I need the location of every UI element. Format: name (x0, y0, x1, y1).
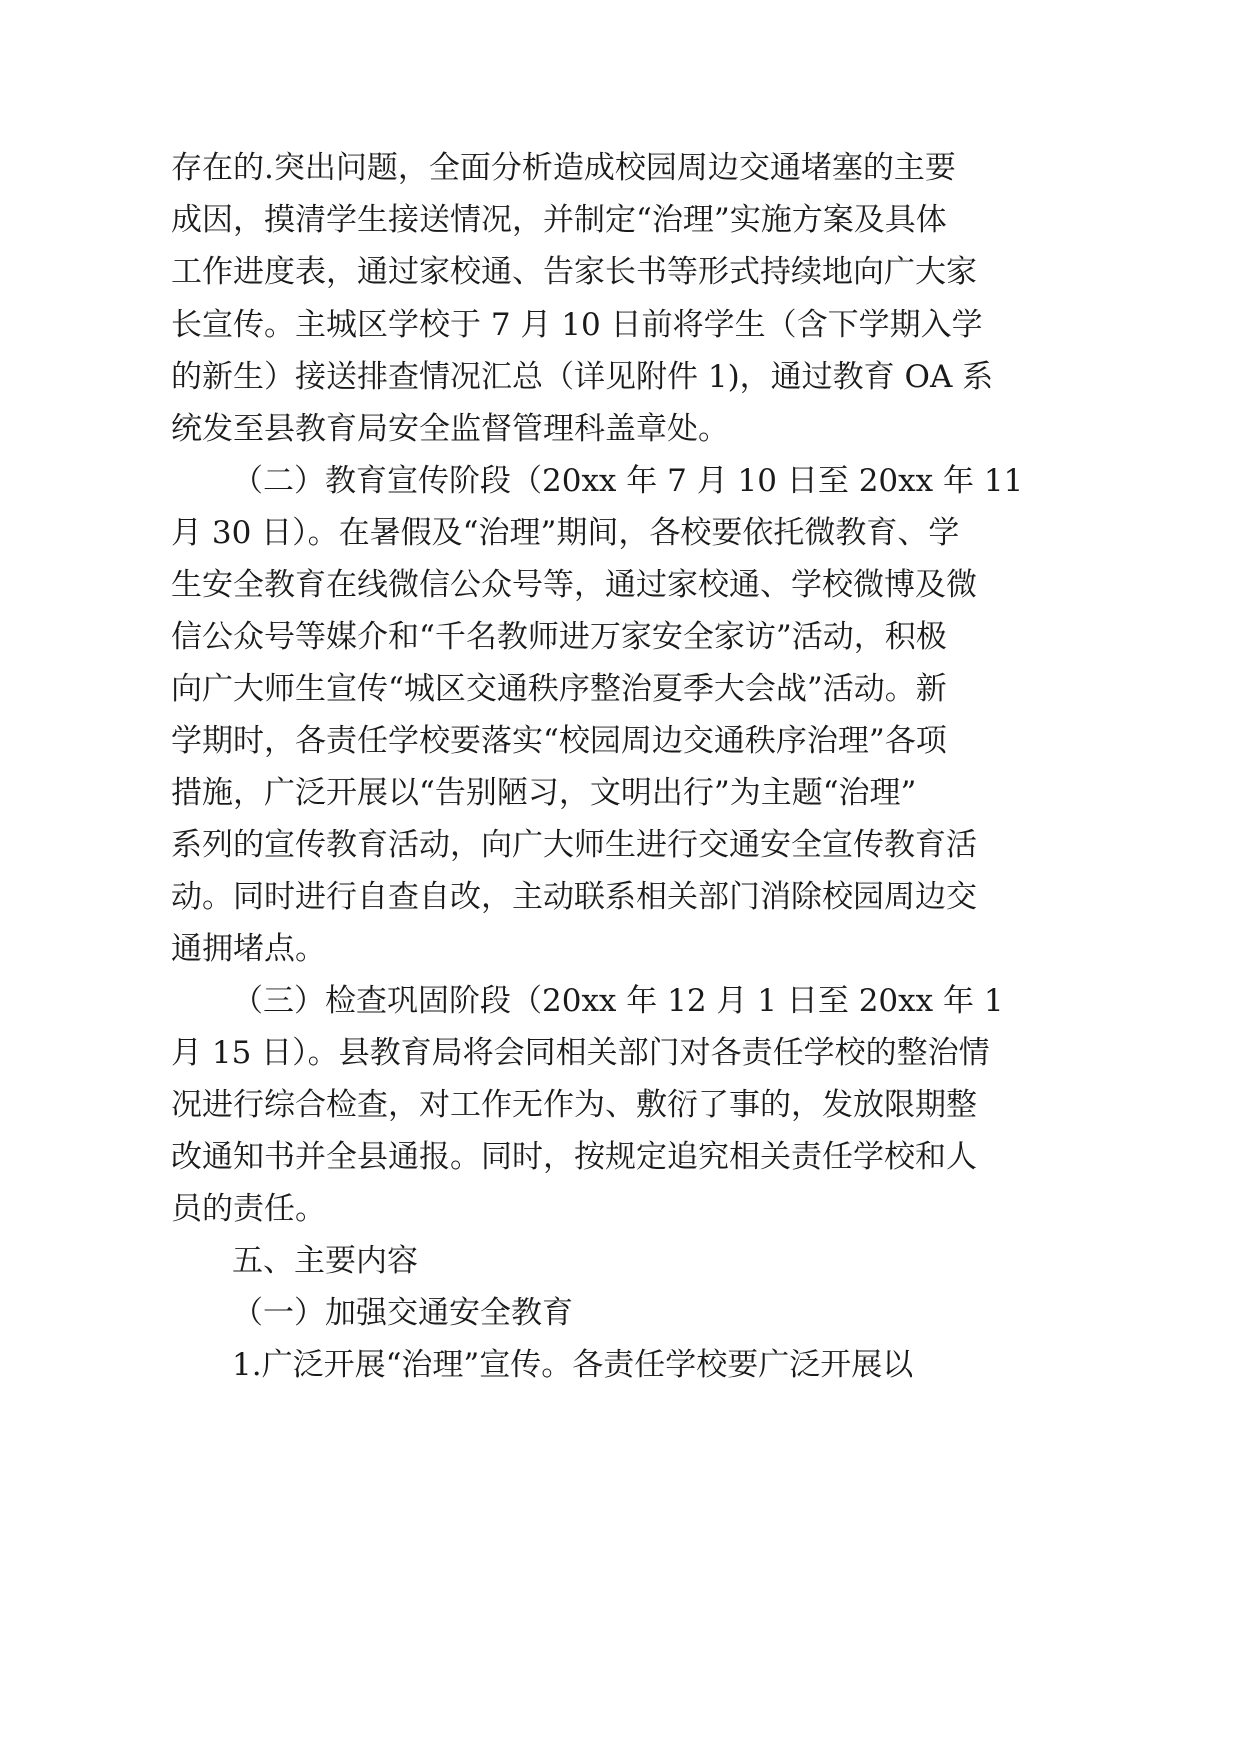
text-line: 存在的.突出问题，全面分析造成校园周边交通堵塞的主要 (171, 150, 956, 186)
text-line: 的新生）接送排查情况汇总（详见附件 1)，通过教育 OA 系 (171, 359, 994, 395)
text-line: 系列的宣传教育活动，向广大师生进行交通安全宣传教育活 (171, 827, 977, 863)
text-line: 措施，广泛开展以“告别陋习，文明出行”为主题“治理” (171, 775, 917, 811)
text-line: （三）检查巩固阶段（20xx 年 12 月 1 日至 20xx 年 1 (232, 983, 1004, 1019)
text-line: 向广大师生宣传“城区交通秩序整治夏季大会战”活动。新 (171, 671, 947, 707)
text-line: 成因，摸清学生接送情况，并制定“治理”实施方案及具体 (171, 202, 947, 238)
text-line: 通拥堵点。 (171, 931, 326, 967)
text-line: 1.广泛开展“治理”宣传。各责任学校要广泛开展以 (232, 1347, 914, 1383)
section-heading: 五、主要内容 (232, 1243, 418, 1279)
text-line: 学期时，各责任学校要落实“校园周边交通秩序治理”各项 (171, 723, 947, 759)
subsection-heading: （一）加强交通安全教育 (232, 1295, 573, 1331)
text-line: 月 30 日）。在暑假及“治理”期间，各校要依托微教育、学 (171, 515, 960, 551)
text-line: 信公众号等媒介和“千名教师进万家安全家访”活动，积极 (171, 619, 947, 655)
text-line: 生安全教育在线微信公众号等，通过家校通、学校微博及微 (171, 567, 977, 603)
text-line: 员的责任。 (171, 1191, 326, 1227)
text-line: 动。同时进行自查自改，主动联系相关部门消除校园周边交 (171, 879, 977, 915)
text-line: 统发至县教育局安全监督管理科盖章处。 (171, 411, 729, 447)
text-line: 长宣传。主城区学校于 7 月 10 日前将学生（含下学期入学 (171, 307, 983, 343)
text-line: （二）教育宣传阶段（20xx 年 7 月 10 日至 20xx 年 11 (232, 463, 1024, 499)
text-line: 月 15 日）。县教育局将会同相关部门对各责任学校的整治情 (171, 1035, 990, 1071)
text-line: 工作进度表，通过家校通、告家长书等形式持续地向广大家 (171, 254, 977, 290)
text-line: 改通知书并全县通报。同时，按规定追究相关责任学校和人 (171, 1139, 977, 1175)
text-line: 况进行综合检查，对工作无作为、敷衍了事的，发放限期整 (171, 1087, 977, 1123)
